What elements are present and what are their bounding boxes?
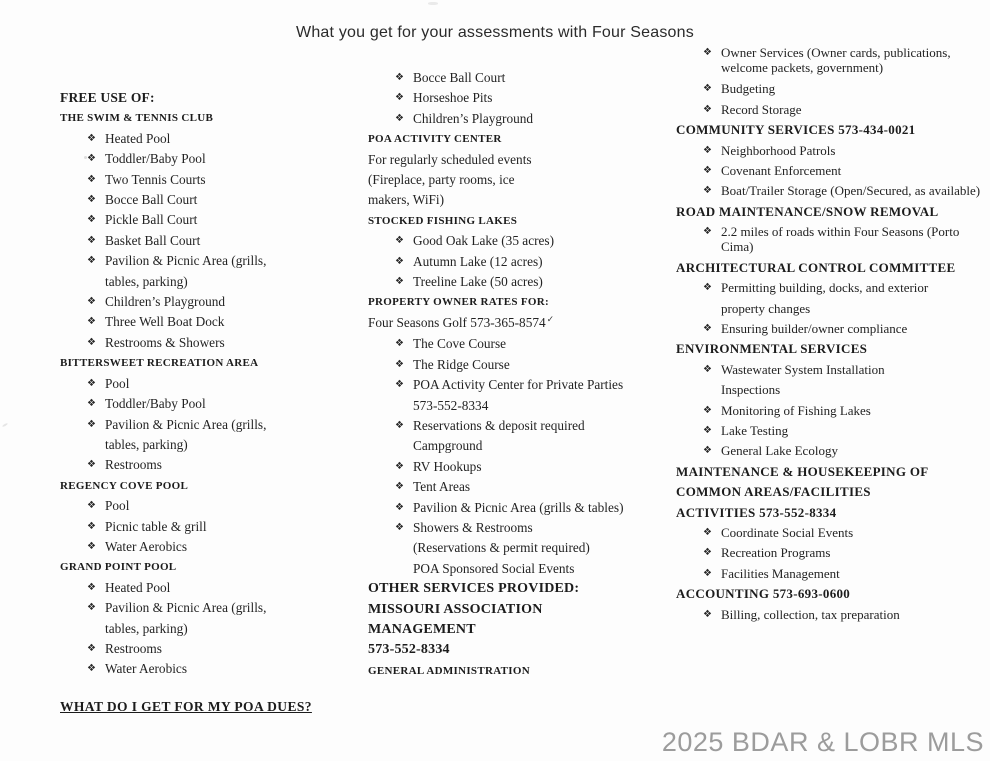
list-item-text: Heated Pool bbox=[105, 579, 171, 595]
line-text: MISSOURI ASSOCIATION MANAGEMENT bbox=[368, 601, 543, 637]
bullet-diamond-icon: ❖ bbox=[395, 338, 404, 350]
bullet-diamond-icon: ❖ bbox=[395, 481, 404, 493]
section-header-large bbox=[368, 600, 653, 641]
pen-checkmark: ✓ bbox=[546, 313, 555, 324]
line-text: makers, WiFi) bbox=[368, 192, 445, 208]
list-item bbox=[60, 578, 322, 598]
section-header bbox=[60, 557, 322, 577]
line-text: PROPERTY OWNER RATES FOR: bbox=[368, 296, 549, 309]
scan-speck bbox=[84, 156, 87, 159]
list-item bbox=[676, 278, 988, 298]
bullet-diamond-icon: ❖ bbox=[87, 255, 96, 267]
list-item bbox=[368, 477, 653, 497]
bullet-diamond-icon: ❖ bbox=[395, 112, 404, 124]
list-item bbox=[676, 543, 988, 563]
column-middle bbox=[368, 68, 653, 681]
list-item-text: Showers & Restrooms bbox=[413, 519, 533, 535]
bullet-diamond-icon: ❖ bbox=[87, 296, 96, 308]
line-text: STOCKED FISHING LAKES bbox=[368, 214, 518, 227]
list-item bbox=[60, 374, 322, 394]
list-item bbox=[676, 79, 988, 99]
bullet-diamond-icon: ❖ bbox=[703, 363, 712, 375]
section-header-large bbox=[60, 88, 322, 108]
list-item bbox=[368, 68, 653, 88]
list-item bbox=[60, 517, 322, 537]
list-item-text: Recreation Programs bbox=[721, 545, 831, 561]
bullet-diamond-icon: ❖ bbox=[703, 144, 712, 156]
bullet-diamond-icon: ❖ bbox=[703, 83, 712, 95]
list-item-text: Water Aerobics bbox=[105, 538, 188, 554]
list-item-text: Pickle Ball Court bbox=[105, 212, 198, 228]
list-item-text: Good Oak Lake (35 acres) bbox=[413, 233, 555, 249]
list-item bbox=[368, 498, 653, 518]
list-item bbox=[60, 639, 322, 659]
column-left bbox=[60, 88, 322, 680]
line-text: property changes bbox=[721, 300, 811, 316]
list-item-text: Pool bbox=[105, 375, 130, 391]
line-text: GRAND POINT POOL bbox=[60, 561, 177, 574]
bullet-diamond-icon: ❖ bbox=[703, 184, 712, 196]
list-item-continuation bbox=[676, 380, 988, 400]
scan-speck bbox=[2, 423, 8, 428]
paragraph-line bbox=[368, 170, 653, 190]
bullet-diamond-icon: ❖ bbox=[703, 445, 712, 457]
list-item-text: Covenant Enforcement bbox=[721, 163, 842, 178]
bullet-diamond-icon: ❖ bbox=[395, 521, 404, 533]
list-item bbox=[676, 441, 988, 461]
section-header bbox=[368, 211, 653, 231]
page-title: What you get for your assessments with Four Seasons bbox=[296, 24, 694, 41]
section-header bbox=[676, 258, 988, 278]
bullet-diamond-icon: ❖ bbox=[87, 194, 96, 206]
bullet-diamond-icon: ❖ bbox=[87, 336, 96, 348]
line-text: ENVIRONMENTAL SERVICES bbox=[676, 341, 868, 357]
list-item-continuation bbox=[60, 619, 322, 639]
list-item bbox=[60, 149, 322, 169]
list-item-text: Three Well Boat Dock bbox=[105, 314, 225, 330]
list-item bbox=[60, 129, 322, 149]
bullet-diamond-icon: ❖ bbox=[87, 540, 96, 552]
section-header bbox=[60, 476, 322, 496]
paragraph-line bbox=[368, 313, 653, 334]
line-text: COMMON AREAS/FACILITIES bbox=[676, 484, 871, 500]
list-item-text: Children’s Playground bbox=[413, 110, 534, 126]
paragraph-line bbox=[368, 150, 653, 170]
line-text: 573-552-8334 bbox=[368, 642, 450, 658]
section-header bbox=[676, 462, 988, 482]
list-item bbox=[368, 375, 653, 395]
line-text: ACCOUNTING 573-693-0600 bbox=[676, 586, 851, 602]
poa-dues-heading: WHAT DO I GET FOR MY POA DUES? bbox=[60, 699, 312, 714]
list-item-text: Toddler/Baby Pool bbox=[105, 396, 206, 412]
section-header bbox=[368, 661, 653, 681]
line-text: tables, parking) bbox=[105, 620, 188, 636]
line-text: OTHER SERVICES PROVIDED: bbox=[368, 581, 580, 597]
section-header bbox=[676, 339, 988, 359]
list-item bbox=[60, 415, 322, 435]
list-item-text: The Cove Course bbox=[413, 336, 507, 352]
list-item bbox=[676, 360, 988, 380]
list-item-text: Toddler/Baby Pool bbox=[105, 151, 206, 167]
list-item-text: Pavilion & Picnic Area (grills & tables) bbox=[413, 499, 624, 515]
list-item-text: Pavilion & Picnic Area (grills, bbox=[105, 600, 267, 616]
column-right bbox=[676, 44, 988, 625]
bullet-diamond-icon: ❖ bbox=[703, 608, 712, 620]
list-item bbox=[368, 272, 653, 292]
list-item-text: Boat/Trailer Storage (Open/Secured, as available) bbox=[721, 182, 981, 198]
list-item-continuation bbox=[60, 272, 322, 292]
section-header bbox=[368, 129, 653, 149]
list-item-text: Coordinate Social Events bbox=[721, 525, 854, 541]
line-text: GENERAL ADMINISTRATION bbox=[368, 664, 530, 677]
section-header bbox=[676, 120, 988, 140]
list-item-text: General Lake Ecology bbox=[721, 443, 838, 459]
list-item-continuation bbox=[676, 299, 988, 319]
list-item bbox=[368, 518, 653, 538]
line-text: COMMUNITY SERVICES 573-434-0021 bbox=[676, 122, 916, 138]
bullet-diamond-icon: ❖ bbox=[87, 398, 96, 410]
list-item-text: Restrooms bbox=[105, 457, 162, 473]
list-item bbox=[676, 401, 988, 421]
paragraph-line bbox=[368, 190, 653, 210]
list-item-text: Two Tennis Courts bbox=[105, 171, 206, 187]
list-item bbox=[676, 421, 988, 441]
list-item-text: Children’s Playground bbox=[105, 294, 226, 310]
list-item-text: Facilities Management bbox=[721, 565, 840, 581]
list-item-text: 2.2 miles of roads within Four Seasons (Porto Cima) bbox=[721, 223, 960, 254]
line-text: Campground bbox=[413, 438, 483, 454]
list-item-text: Budgeting bbox=[721, 81, 776, 97]
bullet-diamond-icon: ❖ bbox=[87, 642, 96, 654]
list-item bbox=[60, 292, 322, 312]
list-item bbox=[60, 210, 322, 230]
line-text: ARCHITECTURAL CONTROL COMMITTEE bbox=[676, 259, 956, 275]
section-header bbox=[60, 353, 322, 373]
list-item bbox=[676, 222, 988, 257]
bullet-diamond-icon: ❖ bbox=[87, 459, 96, 471]
list-item-text: Pool bbox=[105, 498, 130, 514]
bullet-diamond-icon: ❖ bbox=[703, 527, 712, 539]
list-item-text: RV Hookups bbox=[413, 458, 482, 474]
bullet-diamond-icon: ❖ bbox=[87, 520, 96, 532]
bullet-diamond-icon: ❖ bbox=[395, 501, 404, 513]
list-item bbox=[368, 109, 653, 129]
bullet-diamond-icon: ❖ bbox=[87, 377, 96, 389]
list-item bbox=[676, 523, 988, 543]
bullet-diamond-icon: ❖ bbox=[703, 322, 712, 334]
bullet-diamond-icon: ❖ bbox=[87, 500, 96, 512]
mls-watermark: 2025 BDAR & LOBR MLS bbox=[661, 727, 984, 757]
line-text: POA ACTIVITY CENTER bbox=[368, 133, 502, 146]
bullet-diamond-icon: ❖ bbox=[87, 316, 96, 328]
bullet-diamond-icon: ❖ bbox=[87, 153, 96, 165]
list-item-text: Wastewater System Installation bbox=[721, 361, 885, 377]
bullet-diamond-icon: ❖ bbox=[87, 581, 96, 593]
list-item-continuation bbox=[368, 538, 653, 558]
list-item bbox=[60, 455, 322, 475]
list-item-text: Tent Areas bbox=[413, 479, 471, 495]
list-item bbox=[60, 496, 322, 516]
line-text: tables, parking) bbox=[105, 436, 188, 452]
line-text: For regularly scheduled events bbox=[368, 151, 532, 167]
section-header bbox=[676, 584, 988, 604]
section-header-large bbox=[368, 579, 653, 599]
section-header bbox=[368, 292, 653, 312]
line-text: THE SWIM & TENNIS CLUB bbox=[60, 112, 214, 125]
list-item-text: Heated Pool bbox=[105, 130, 171, 146]
list-item-text: Neighborhood Patrols bbox=[721, 142, 836, 158]
bullet-diamond-icon: ❖ bbox=[703, 547, 712, 559]
line-text: POA Sponsored Social Events bbox=[413, 560, 575, 576]
bullet-diamond-icon: ❖ bbox=[87, 602, 96, 614]
list-item-text: Lake Testing bbox=[721, 423, 789, 439]
list-item bbox=[60, 333, 322, 353]
phone-number: 573-552-8334 bbox=[759, 504, 837, 520]
list-item-text: Pavilion & Picnic Area (grills, bbox=[105, 416, 267, 432]
bullet-diamond-icon: ❖ bbox=[703, 165, 712, 176]
bullet-diamond-icon: ❖ bbox=[395, 358, 404, 370]
bullet-diamond-icon: ❖ bbox=[703, 425, 712, 437]
line-text: ROAD MAINTENANCE/SNOW REMOVAL bbox=[676, 203, 939, 219]
list-item bbox=[676, 564, 988, 584]
line-text: MAINTENANCE & HOUSEKEEPING OF bbox=[676, 463, 929, 479]
list-item bbox=[676, 181, 988, 202]
list-item-text: Water Aerobics bbox=[105, 661, 188, 677]
list-item-text: Monitoring of Fishing Lakes bbox=[721, 402, 871, 418]
list-item-text: Bocce Ball Court bbox=[105, 192, 198, 208]
list-item-continuation bbox=[368, 559, 653, 579]
bullet-diamond-icon: ❖ bbox=[703, 404, 712, 416]
line-text: FREE USE OF: bbox=[60, 90, 155, 105]
list-item bbox=[676, 319, 988, 339]
bullet-diamond-icon: ❖ bbox=[87, 663, 96, 675]
list-item bbox=[676, 161, 988, 181]
list-item bbox=[368, 88, 653, 108]
list-item-text: Treeline Lake (50 acres) bbox=[413, 274, 543, 290]
list-item bbox=[676, 605, 988, 625]
list-item-text: POA Activity Center for Private Parties bbox=[413, 377, 624, 393]
list-item-text: Billing, collection, tax preparation bbox=[721, 606, 900, 622]
list-item bbox=[60, 190, 322, 210]
line-text: tables, parking) bbox=[105, 273, 188, 289]
bullet-diamond-icon: ❖ bbox=[703, 225, 712, 237]
bullet-diamond-icon: ❖ bbox=[87, 234, 96, 246]
list-item bbox=[60, 231, 322, 251]
line-text: REGENCY COVE POOL bbox=[60, 479, 189, 492]
line-text: Inspections bbox=[721, 382, 781, 398]
list-item bbox=[368, 355, 653, 375]
list-item-text: Owner Services (Owner cards, publications, welcome packets, government) bbox=[721, 45, 951, 76]
list-item bbox=[368, 416, 653, 436]
list-item-text: Restrooms bbox=[105, 640, 162, 656]
list-item bbox=[60, 598, 322, 618]
bullet-diamond-icon: ❖ bbox=[395, 235, 404, 247]
bullet-diamond-icon: ❖ bbox=[703, 567, 712, 579]
list-item bbox=[60, 537, 322, 557]
list-item-text: Basket Ball Court bbox=[105, 232, 201, 248]
list-item-text: Restrooms & Showers bbox=[105, 334, 225, 350]
list-item-text: Ensuring builder/owner compliance bbox=[721, 320, 908, 336]
section-header bbox=[676, 503, 988, 523]
line-text: BITTERSWEET RECREATION AREA bbox=[60, 357, 259, 370]
list-item bbox=[60, 394, 322, 414]
list-item-text: Horseshoe Pits bbox=[413, 90, 493, 106]
list-item-text: The Ridge Course bbox=[413, 356, 510, 372]
line-text: (Reservations & permit required) bbox=[413, 540, 590, 556]
list-item-text: Autumn Lake (12 acres) bbox=[413, 253, 543, 269]
bullet-diamond-icon: ❖ bbox=[87, 418, 96, 430]
bullet-diamond-icon: ❖ bbox=[395, 92, 404, 104]
bullet-diamond-icon: ❖ bbox=[395, 419, 404, 431]
list-item-text: Picnic table & grill bbox=[105, 518, 207, 534]
list-item bbox=[368, 457, 653, 477]
list-item-text: Reservations & deposit required bbox=[413, 417, 585, 433]
bullet-diamond-icon: ❖ bbox=[87, 214, 96, 226]
list-item-text: Bocce Ball Court bbox=[413, 70, 506, 85]
list-item-continuation bbox=[60, 435, 322, 455]
bullet-diamond-icon: ❖ bbox=[395, 72, 404, 83]
list-item-continuation bbox=[368, 436, 653, 456]
bullet-diamond-icon: ❖ bbox=[703, 103, 712, 115]
section-header-large bbox=[368, 640, 653, 660]
list-item bbox=[676, 141, 988, 161]
bullet-diamond-icon: ❖ bbox=[395, 276, 404, 288]
list-item bbox=[368, 252, 653, 272]
bullet-diamond-icon: ❖ bbox=[703, 282, 712, 294]
section-header bbox=[60, 108, 322, 128]
list-item bbox=[60, 312, 322, 332]
bullet-diamond-icon: ❖ bbox=[87, 132, 96, 144]
list-item-text: Permitting building, docks, and exterior bbox=[721, 280, 929, 296]
list-item bbox=[60, 659, 322, 679]
list-item bbox=[676, 44, 988, 79]
bullet-diamond-icon: ❖ bbox=[395, 379, 404, 391]
list-item bbox=[676, 100, 988, 120]
line-text: 573-552-8334 bbox=[413, 397, 489, 413]
list-item bbox=[60, 170, 322, 190]
section-header bbox=[676, 202, 988, 222]
list-item-text: Record Storage bbox=[721, 101, 802, 117]
section-header bbox=[676, 482, 988, 502]
line-text: (Fireplace, party rooms, ice bbox=[368, 172, 515, 188]
line-text: Four Seasons Golf 573-365-8574 bbox=[368, 314, 546, 330]
bullet-diamond-icon: ❖ bbox=[395, 255, 404, 267]
bullet-diamond-icon: ❖ bbox=[703, 47, 712, 59]
scan-speck bbox=[428, 2, 438, 5]
bullet-diamond-icon: ❖ bbox=[395, 460, 404, 472]
list-item bbox=[368, 334, 653, 354]
line-text: ACTIVITIES bbox=[676, 504, 760, 520]
list-item-text: Pavilion & Picnic Area (grills, bbox=[105, 253, 267, 269]
bullet-diamond-icon: ❖ bbox=[87, 173, 96, 185]
list-item-continuation bbox=[368, 396, 653, 416]
list-item bbox=[368, 231, 653, 251]
list-item bbox=[60, 251, 322, 271]
